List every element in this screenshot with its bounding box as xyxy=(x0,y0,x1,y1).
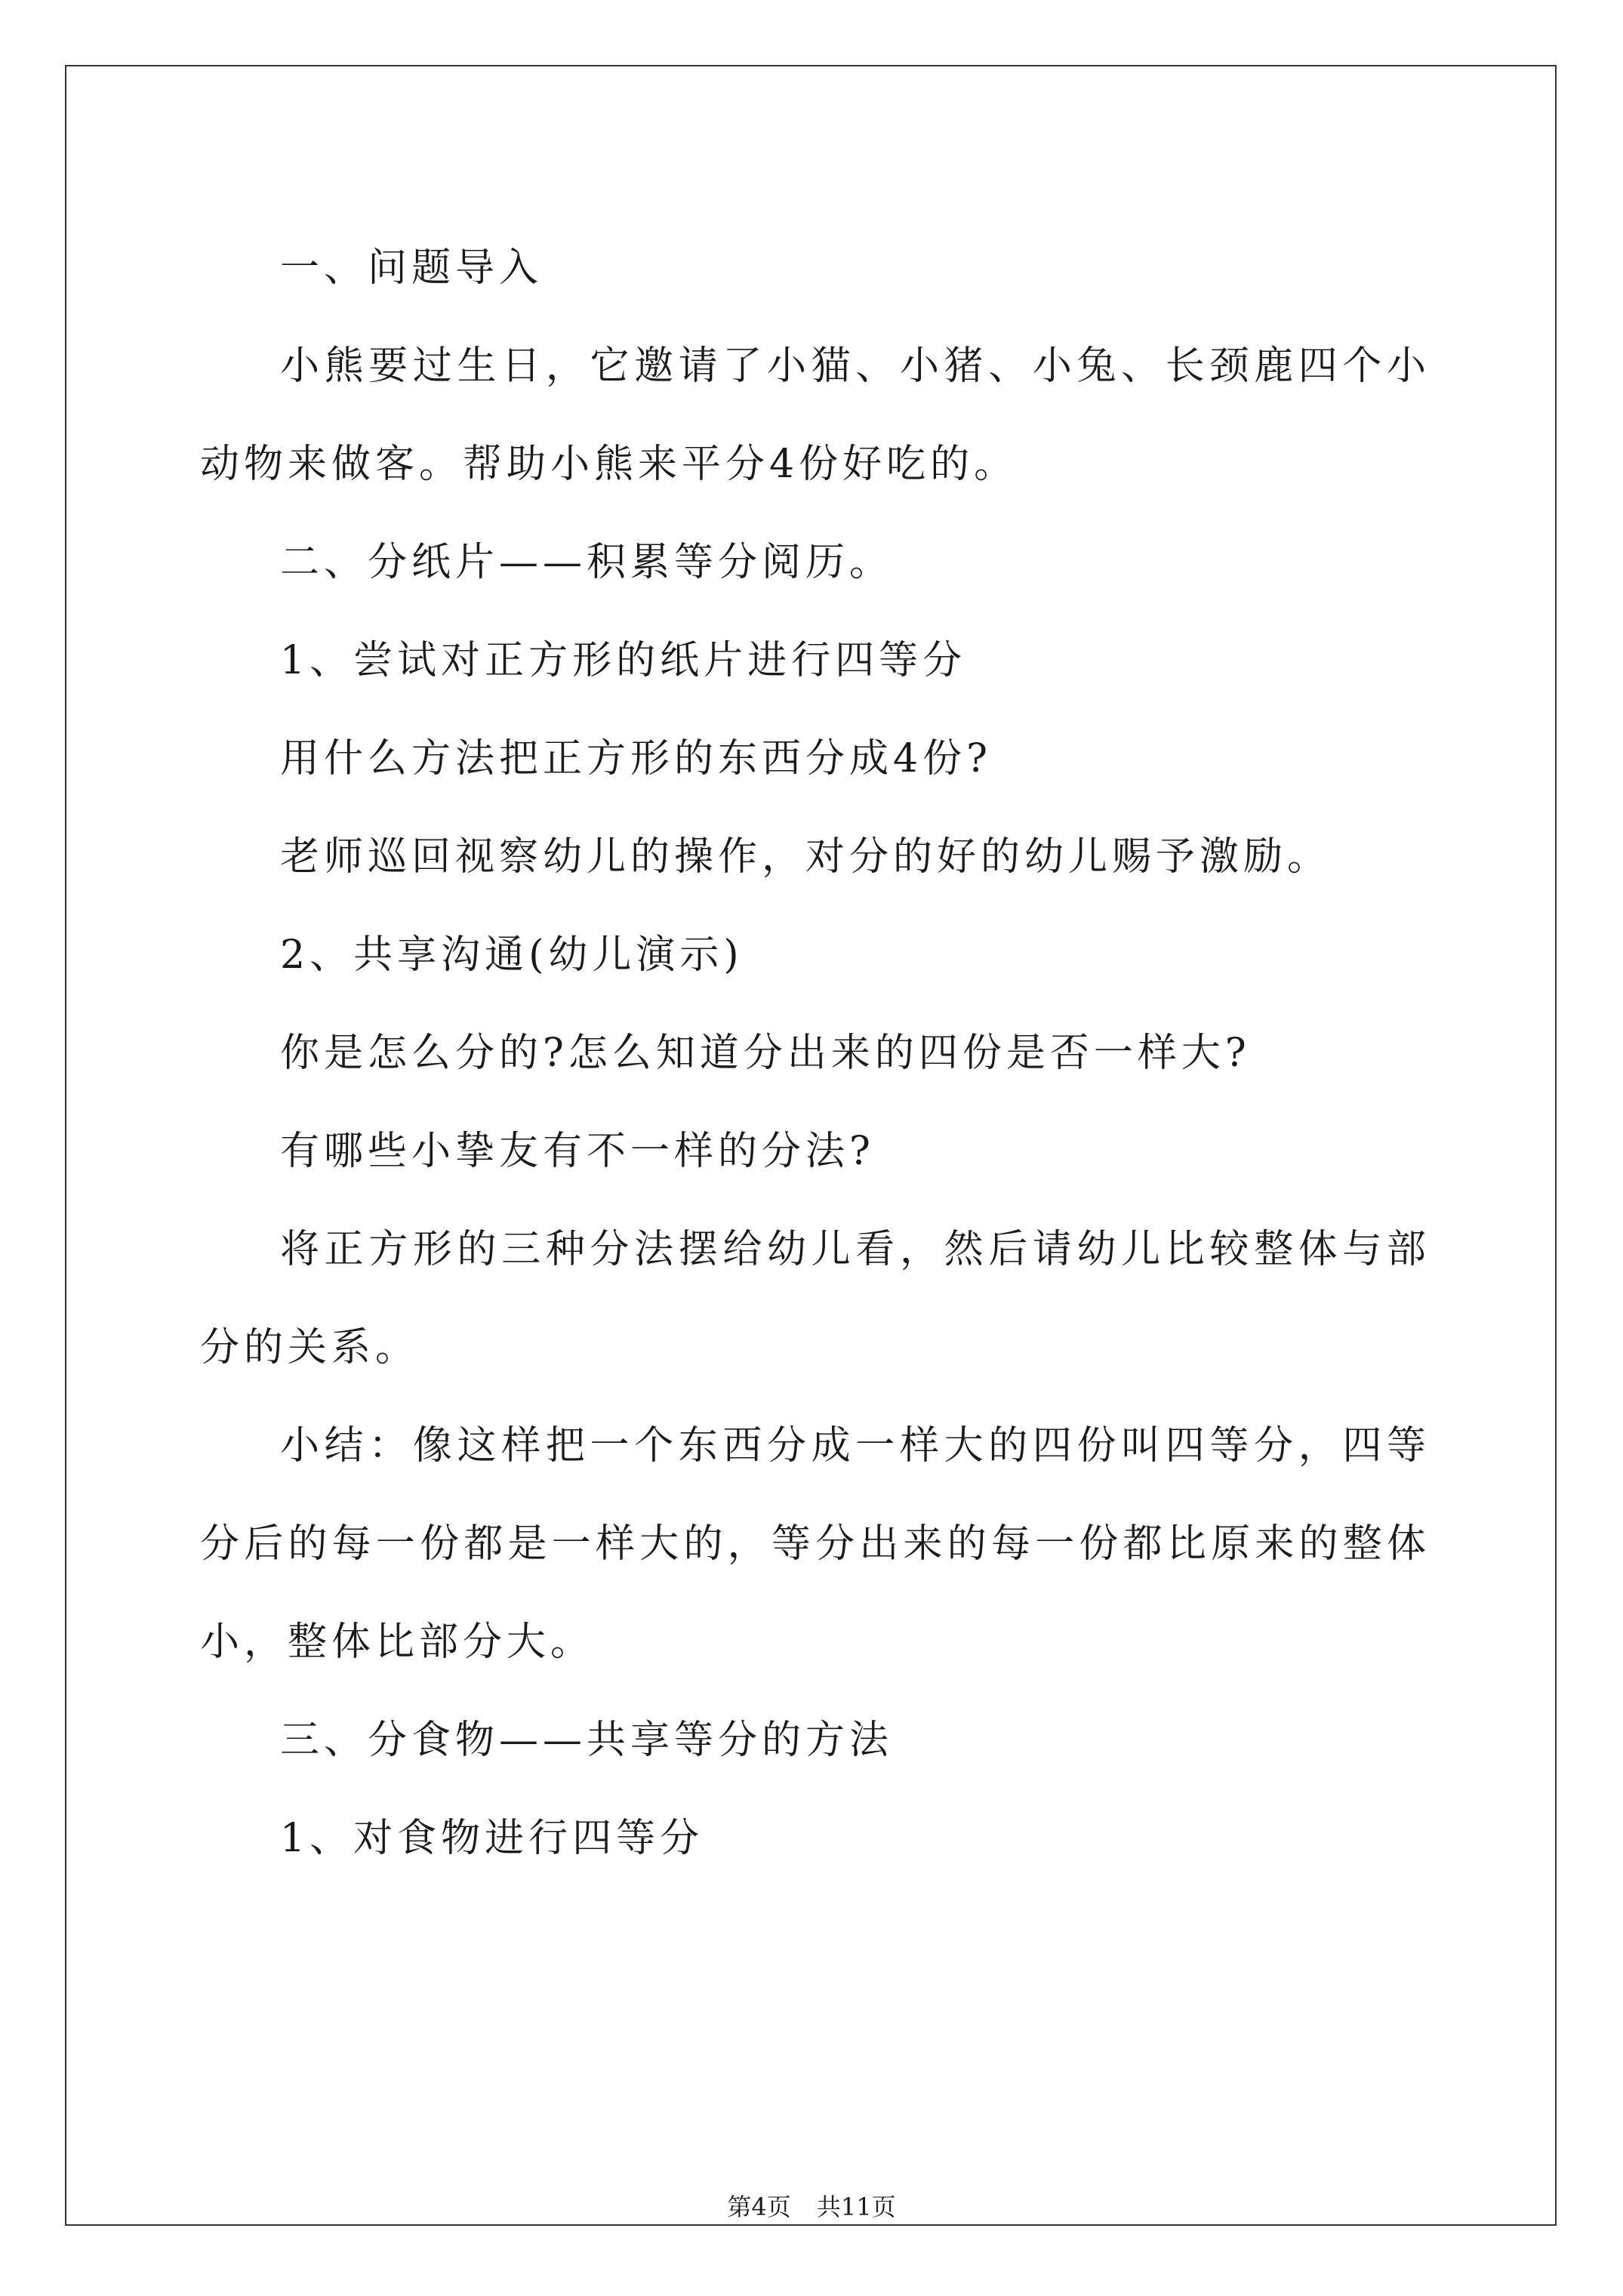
paragraph: 小熊要过生日，它邀请了小猫、小猪、小兔、长颈鹿四个小动物来做客。帮助小熊来平分4份好吃的。 xyxy=(200,344,1431,487)
page-number: 第4页 xyxy=(727,2193,791,2221)
section-heading-2: 二、分纸片——积累等分阅历。 xyxy=(280,540,894,585)
document-body xyxy=(200,219,1431,1888)
paragraph: 将正方形的三种分法摆给幼儿看，然后请幼儿比较整体与部分的关系。 xyxy=(200,1227,1431,1370)
list-item: 1、对食物进行四等分 xyxy=(280,1816,704,1861)
list-item: 1、尝试对正方形的纸片进行四等分 xyxy=(280,638,967,683)
paragraph: 用什么方法把正方形的东西分成4份? xyxy=(280,736,992,781)
section-heading-1: 一、问题导入 xyxy=(280,245,544,291)
page-footer xyxy=(0,2188,1623,2223)
page-total: 共11页 xyxy=(816,2193,896,2221)
paragraph: 老师巡回视察幼儿的操作，对分的好的幼儿赐予激励。 xyxy=(280,834,1332,880)
paragraph: 你是怎么分的?怎么知道分出来的四份是否一样大? xyxy=(280,1031,1251,1076)
summary-paragraph: 小结：像这样把一个东西分成一样大的四份叫四等分，四等分后的每一份都是一样大的，等分出来的每一份都比原来的整体小，整体比部分大。 xyxy=(200,1423,1431,1665)
list-item: 2、共享沟通(幼儿演示) xyxy=(280,932,744,978)
paragraph: 有哪些小挚友有不一样的分法? xyxy=(280,1129,875,1174)
section-heading-3: 三、分食物——共享等分的方法 xyxy=(280,1718,894,1763)
